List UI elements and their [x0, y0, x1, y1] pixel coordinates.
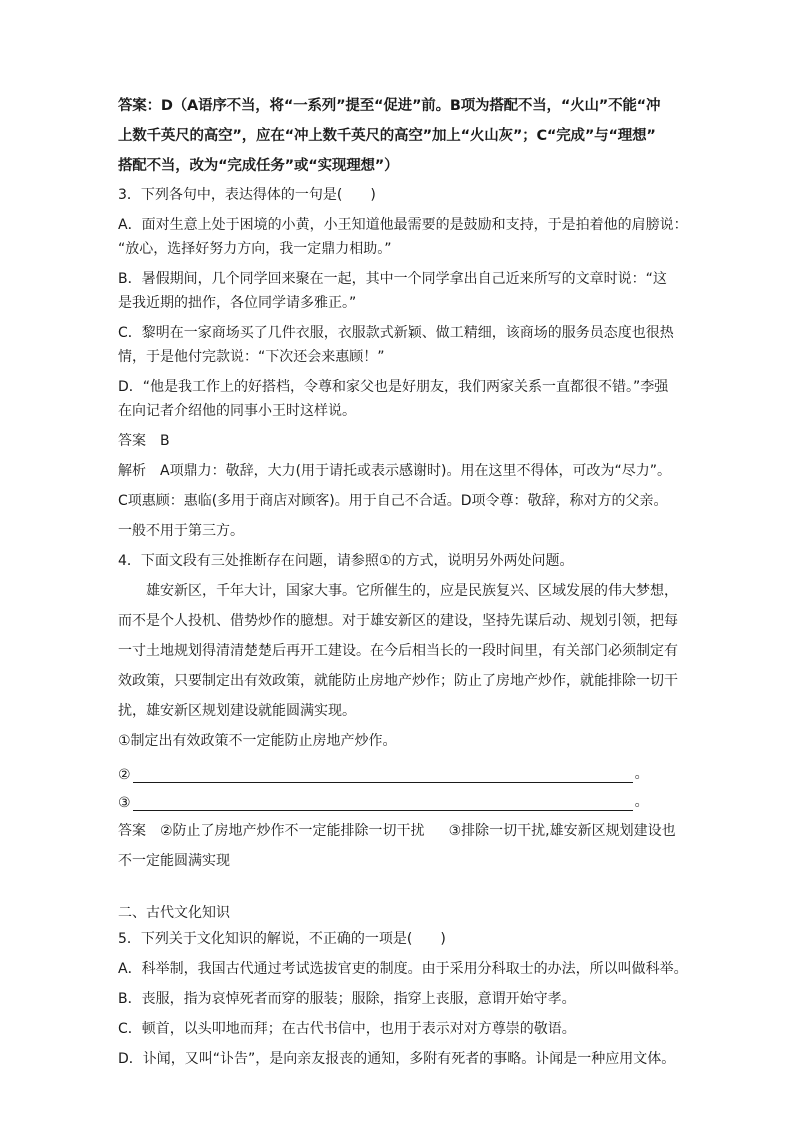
blank-label: ③ [118, 795, 131, 811]
answer-text: ③排除一切干扰,雄安新区规划建设也 [448, 823, 676, 839]
passage-line: 而不是个人投机、借势炒作的臆想。对于雄安新区的建设，坚持先谋后动、规划引领，把每 [118, 613, 678, 629]
option-d-cont: 在向记者介绍他的同事小王时这样说。 [118, 403, 356, 419]
passage-line: 一寸土地规划得清清楚楚后再开工建设。在今后相当长的一段时间里，有关部门必须制定有 [118, 643, 678, 659]
option-c: C．顿首，以头叩地而拜；在古代书信中，也用于表示对对方尊崇的敬语。 [118, 1021, 576, 1037]
answer-line: 搭配不当，改为“完成任务”或“实现理想”） [118, 158, 399, 174]
answer-value: B [160, 433, 170, 449]
answer-row [118, 819, 678, 843]
answer-line: 上数千英尺的高空”，应在“冲上数千英尺的高空”加上“火山灰”；C“完成”与“理想” [118, 128, 656, 144]
blank-end: 。 [634, 794, 649, 810]
question-stem: 3．下列各句中，表达得体的一句是( ) [118, 187, 376, 203]
answer-text: 不一定能圆满实现 [118, 853, 230, 869]
passage-line: 扰，雄安新区规划建设就能圆满实现。 [118, 703, 356, 719]
blank-label: ② [118, 767, 131, 783]
option-d: D．讣闻，又叫“讣告”，是向亲友报丧的通知，多附有死者的事略。讣闻是一种应用文体。 [118, 1051, 676, 1067]
answer-label: 答案 [118, 433, 146, 449]
passage-line: 效政策，只要制定出有效政策，就能防止房地产炒作；防止了房地产炒作，就能排除一切干 [118, 673, 678, 689]
blank-row-3 [118, 787, 678, 811]
option-b: B．丧服，指为哀悼死者而穿的服装；服除，指穿上丧服，意谓开始守孝。 [118, 991, 576, 1007]
analysis-line: 一般不用于第三方。 [118, 523, 244, 539]
answer-blank-line[interactable] [133, 796, 633, 811]
blank-row-2 [118, 759, 678, 783]
answer-row [118, 429, 678, 453]
question-stem: 4．下面文段有三处推断存在问题，请参照①的方式，说明另外两处问题。 [118, 553, 574, 569]
option-c-cont: 情，于是他付完款说：“下次还会来惠顾！” [118, 349, 385, 365]
section-heading: 二、古代文化知识 [118, 905, 230, 921]
answer-label: 答案 [118, 823, 146, 839]
option-a: A．科举制，我国古代通过考试选拔官吏的制度。由于采用分科取士的办法，所以叫做科举。 [118, 961, 688, 977]
blank-end: 。 [634, 766, 649, 782]
example-answer: ①制定出有效政策不一定能防止房地产炒作。 [118, 733, 397, 749]
option-a: A．面对生意上处于困境的小黄，小王知道他最需要的是鼓励和支持，于是拍着他的肩膀说： [118, 217, 688, 233]
question-stem: 5．下列关于文化知识的解说，不正确的一项是( ) [118, 931, 446, 947]
analysis-line: C项惠顾：惠临(多用于商店对顾客)。用于自己不合适。D项令尊：敬辞，称对方的父亲。 [118, 493, 668, 509]
analysis-line: 解析 A项鼎力：敬辞，大力(用于请托或表示感谢时)。用在这里不得体，可改为“尽力”。 [118, 463, 672, 479]
passage-line: 雄安新区，千年大计，国家大事。它所催生的，应是民族复兴、区域发展的伟大梦想， [146, 583, 678, 599]
answer-blank-line[interactable] [133, 768, 633, 783]
option-b-cont: 是我近期的拙作，各位同学请多雅正。” [118, 295, 357, 311]
option-b: B．暑假期间，几个同学回来聚在一起，其中一个同学拿出自己近来所写的文章时说：“这 [118, 271, 667, 287]
option-d: D．“他是我工作上的好搭档，令尊和家父也是好朋友，我们两家关系一直都很不错。”李强 [118, 379, 669, 395]
option-c: C．黎明在一家商场买了几件衣服，衣服款式新颖、做工精细，该商场的服务员态度也很热 [118, 325, 674, 341]
answer-text: ②防止了房地产炒作不一定能排除一切干扰 [160, 823, 425, 839]
document-body [118, 91, 688, 1071]
option-a-cont: “放心，选择好努力方向，我一定鼎力相助。” [118, 241, 392, 257]
answer-line: 答案：D（A语序不当，将“一系列”提至“促进”前。B项为搭配不当，“火山”不能“冲 [118, 98, 661, 114]
